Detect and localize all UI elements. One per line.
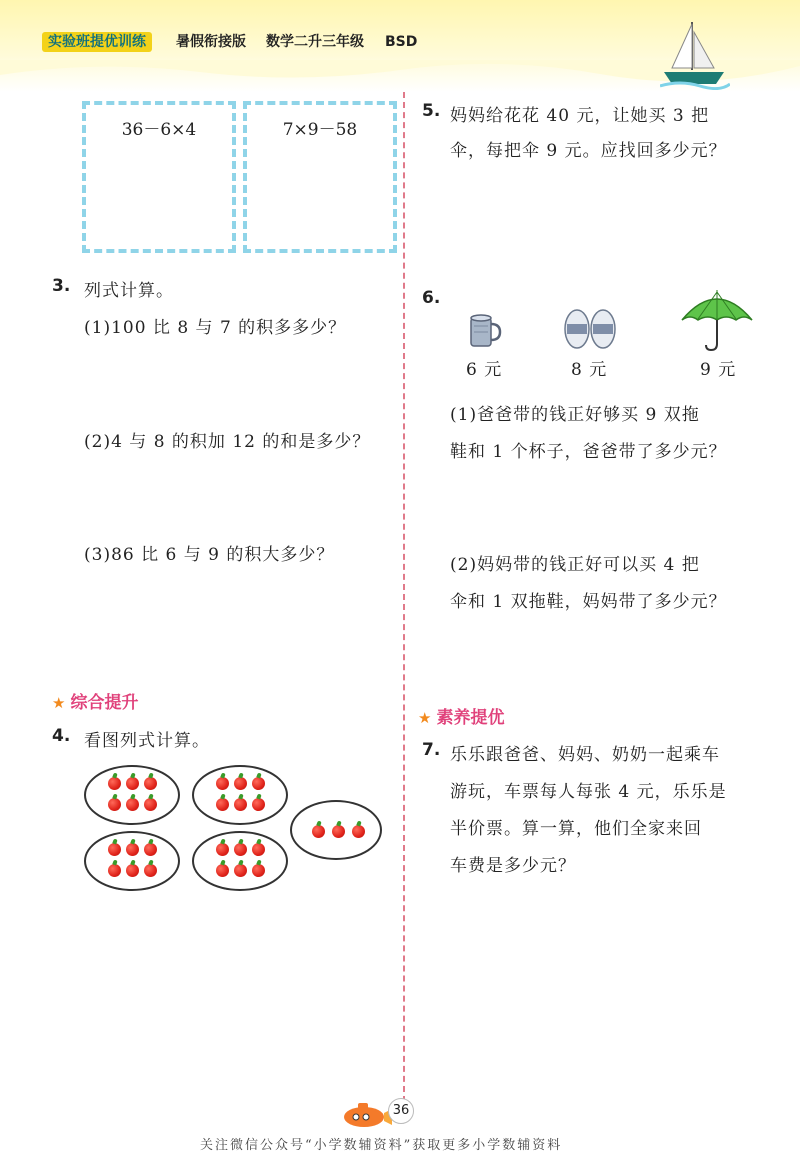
sailboat-icon: [660, 18, 730, 90]
cup-icon: [468, 312, 502, 348]
apple-icon: [108, 798, 121, 811]
q4-title: 看图列式计算。: [84, 731, 210, 751]
q6-sub1-line-2: 鞋和 1 个杯子，爸爸带了多少元？: [450, 442, 727, 462]
umbrella-icon: [678, 286, 756, 354]
apple-icon: [234, 864, 247, 877]
apple-icon: [234, 843, 247, 856]
q3-item-1: (1)100 比 8 与 7 的积多多少？: [84, 318, 347, 338]
header-edition: 暑假衔接版: [176, 34, 246, 50]
apple-icon: [108, 864, 121, 877]
footer-note: 关注微信公众号“小学数辅资料”获取更多小学数辅资料: [200, 1138, 563, 1153]
apple-plate-1: [84, 765, 180, 825]
q7-line-2: 游玩，车票每人每张 4 元，乐乐是: [450, 782, 727, 802]
price-cup: 6 元: [466, 360, 503, 380]
apple-icon: [216, 843, 229, 856]
q6-sub2-line-1: (2)妈妈带的钱正好可以买 4 把: [450, 555, 700, 575]
apple-icon: [144, 777, 157, 790]
q3-title: 列式计算。: [84, 281, 174, 301]
price-umbrella: 9 元: [700, 360, 737, 380]
q3-number: 3.: [52, 276, 71, 296]
column-divider: [403, 92, 405, 1102]
apple-plate-3: [290, 800, 382, 860]
q6-number: 6.: [422, 288, 441, 308]
apple-icon: [216, 777, 229, 790]
q6-sub2-line-2: 伞和 1 双拖鞋，妈妈带了多少元？: [450, 592, 727, 612]
answer-box-2: [243, 101, 397, 253]
apple-icon: [216, 798, 229, 811]
expression-2: 7×9－58: [282, 120, 358, 140]
apple-icon: [252, 843, 265, 856]
apple-icon: [126, 777, 139, 790]
apple-icon: [144, 843, 157, 856]
q7-line-3: 半价票。算一算，他们全家来回: [450, 819, 702, 839]
price-slippers: 8 元: [571, 360, 608, 380]
apple-plate-5: [192, 831, 288, 891]
section-suyang-title: 素养提优: [436, 708, 505, 728]
section-zonghe: [52, 688, 139, 713]
apple-icon: [126, 843, 139, 856]
q5-number: 5.: [422, 101, 441, 121]
apple-icon: [126, 798, 139, 811]
q3-item-3: (3)86 比 6 与 9 的积大多少？: [84, 545, 335, 565]
apple-icon: [252, 798, 265, 811]
star-icon: ★: [52, 694, 66, 712]
q6-sub1-line-1: (1)爸爸带的钱正好够买 9 双拖: [450, 405, 700, 425]
answer-box-1: [82, 101, 236, 253]
header-subject: 数学二升三年级: [266, 34, 364, 50]
submarine-icon: [338, 1093, 394, 1133]
apple-icon: [126, 864, 139, 877]
header-code: BSD: [385, 34, 418, 50]
header-badge: 实验班提优训练: [42, 32, 152, 52]
apple-icon: [332, 825, 345, 838]
q7-line-1: 乐乐跟爸爸、妈妈、奶奶一起乘车: [450, 745, 720, 765]
apple-plate-4: [84, 831, 180, 891]
q5-line-1: 妈妈给花花 40 元，让她买 3 把: [450, 106, 710, 126]
apple-icon: [144, 864, 157, 877]
q4-number: 4.: [52, 726, 71, 746]
apple-icon: [252, 864, 265, 877]
expression-1: 36－6×4: [121, 120, 197, 140]
apple-icon: [144, 798, 157, 811]
slippers-icon: [560, 308, 620, 350]
apple-icon: [108, 843, 121, 856]
q3-item-2: (2)4 与 8 的积加 12 的和是多少？: [84, 432, 371, 452]
q7-number: 7.: [422, 740, 441, 760]
q5-line-2: 伞，每把伞 9 元。应找回多少元？: [450, 141, 727, 161]
star-icon: ★: [418, 709, 432, 727]
section-zonghe-title: 综合提升: [70, 693, 139, 713]
apple-icon: [252, 777, 265, 790]
apple-plate-2: [192, 765, 288, 825]
section-suyang: [418, 703, 505, 728]
apple-icon: [108, 777, 121, 790]
apple-icon: [234, 798, 247, 811]
apple-icon: [216, 864, 229, 877]
apple-icon: [352, 825, 365, 838]
apple-icon: [234, 777, 247, 790]
page-number: 36: [388, 1098, 414, 1124]
apple-icon: [312, 825, 325, 838]
q7-line-4: 车费是多少元？: [450, 856, 576, 876]
